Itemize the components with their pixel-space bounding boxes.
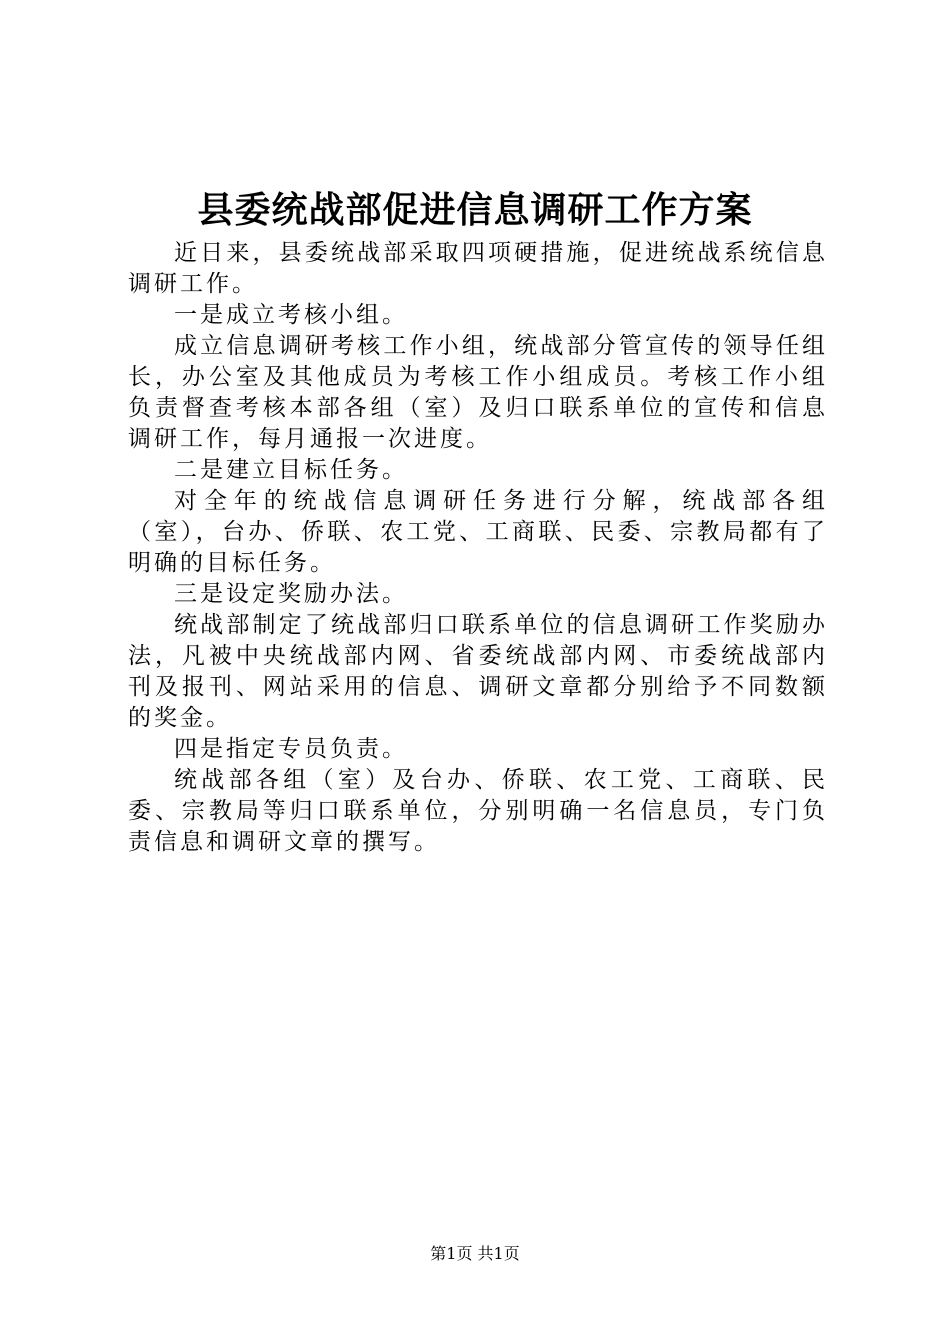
heading-measure-2: 二是建立目标任务。 bbox=[174, 457, 408, 483]
heading-measure-3: 三是设定奖励办法。 bbox=[174, 581, 408, 607]
paragraph-measure-2: 对全年的统战信息调研任务进行分解，统战部各组（室），台办、侨联、农工党、工商联、民委、宗教局都有了明确的目标任务。 bbox=[128, 488, 828, 576]
page-footer: 第1页 共1页 bbox=[430, 1244, 520, 1263]
paragraph-measure-1: 成立信息调研考核工作小组，统战部分管宣传的领导任组长，办公室及其他成员为考核工作小组成员。考核工作小组负责督查考核本部各组（室）及归口联系单位的宣传和信息调研工作，每月通报一次进度。 bbox=[128, 333, 828, 452]
paragraph-measure-4: 统战部各组（室）及台办、侨联、农工党、工商联、民委、宗教局等归口联系单位，分别明确一名信息员，专门负责信息和调研文章的撰写。 bbox=[128, 767, 828, 855]
heading-measure-4: 四是指定专员负责。 bbox=[174, 736, 408, 762]
paragraph-intro: 近日来，县委统战部采取四项硬措施，促进统战系统信息调研工作。 bbox=[128, 240, 828, 297]
document-title: 县委统战部促进信息调研工作方案 bbox=[197, 189, 753, 231]
document-body bbox=[128, 238, 828, 858]
heading-measure-1: 一是成立考核小组。 bbox=[174, 302, 408, 328]
paragraph-measure-3: 统战部制定了统战部归口联系单位的信息调研工作奖励办法，凡被中央统战部内网、省委统战部内网、市委统战部内刊及报刊、网站采用的信息、调研文章都分别给予不同数额的奖金。 bbox=[128, 612, 828, 731]
